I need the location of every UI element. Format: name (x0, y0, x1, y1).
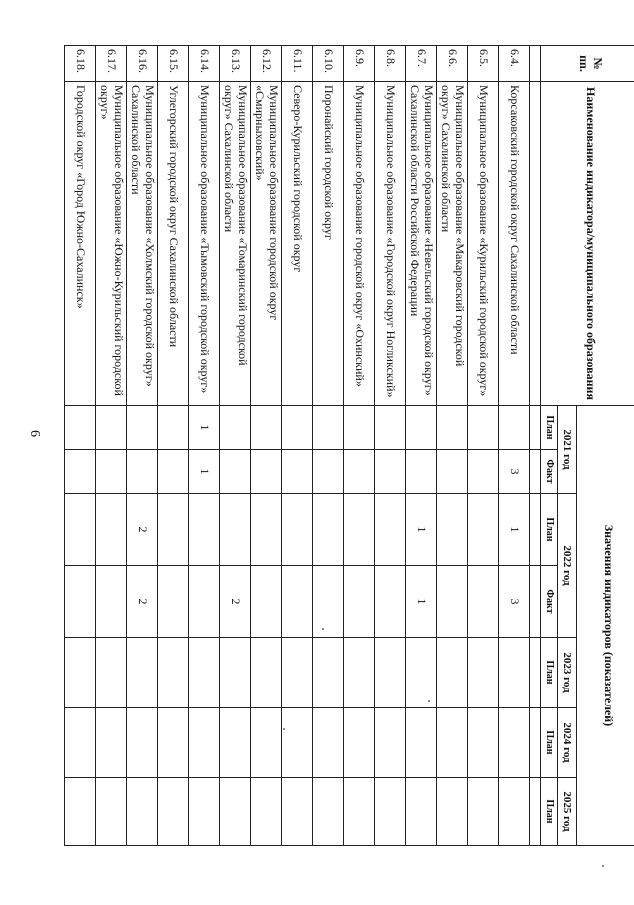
indicator-value (158, 450, 189, 494)
indicator-value (220, 778, 251, 846)
indicator-value (437, 566, 468, 638)
indicator-value: 3 (499, 450, 530, 494)
indicator-value (189, 494, 220, 566)
indicator-value (406, 778, 437, 846)
header-2022-fact: Факт (541, 566, 558, 638)
indicator-value: 2 (220, 566, 251, 638)
table-row (344, 46, 375, 846)
indicator-value (344, 406, 375, 450)
header-year-2024: 2024 год (558, 708, 577, 778)
indicator-value (313, 638, 344, 708)
indicator-value (313, 778, 344, 846)
indicator-value (65, 406, 96, 450)
municipality-name: Муниципальное образование «Невельский городской округ» Сахалинской области Российской Федерации (406, 82, 437, 406)
indicator-value (220, 406, 251, 450)
row-number: 6.7. (406, 46, 437, 82)
table-row (282, 46, 313, 846)
table-row (437, 46, 468, 846)
table-row (127, 46, 158, 846)
indicator-value (282, 566, 313, 638)
indicator-value (468, 566, 499, 638)
table-row (406, 46, 437, 846)
indicator-value (499, 406, 530, 450)
indicator-value (96, 708, 127, 778)
indicator-value (251, 450, 282, 494)
indicator-value (344, 494, 375, 566)
row-number: 6.9. (344, 46, 375, 82)
indicator-value (127, 406, 158, 450)
municipality-name: Муниципальное образование городской округ «Охинский» (344, 82, 375, 406)
header-2025-plan: План (541, 778, 558, 846)
indicator-value (499, 708, 530, 778)
indicator-value: 2 (127, 494, 158, 566)
table-row (158, 46, 189, 846)
indicator-value (127, 638, 158, 708)
indicator-value (344, 708, 375, 778)
indicator-value (189, 566, 220, 638)
indicator-value (468, 638, 499, 708)
indicator-value (127, 778, 158, 846)
indicator-value (344, 566, 375, 638)
indicator-value (344, 638, 375, 708)
indicator-value (158, 778, 189, 846)
indicator-value: 1 (499, 494, 530, 566)
indicator-value: 3 (499, 566, 530, 638)
municipality-name: Корсаковский городской округ Сахалинской области (499, 82, 530, 406)
indicator-value (96, 406, 127, 450)
indicator-value (437, 494, 468, 566)
indicator-value (406, 406, 437, 450)
indicator-value (344, 450, 375, 494)
table-row (189, 46, 220, 846)
indicator-value (189, 708, 220, 778)
header-2021-fact: Факт (541, 450, 558, 494)
indicator-value: 1 (406, 494, 437, 566)
indicator-value (313, 708, 344, 778)
table-row (375, 46, 406, 846)
indicator-value (406, 450, 437, 494)
municipality-name: Муниципальное образование «Макаровский городской округ» Сахалинской области (437, 82, 468, 406)
indicator-value (468, 708, 499, 778)
indicator-value (65, 450, 96, 494)
header-values: Значения индикаторов (показателей) (577, 406, 634, 846)
row-number: 6.14. (189, 46, 220, 82)
indicators-table (64, 45, 634, 846)
municipality-name: Поронайский городской округ (313, 82, 344, 406)
indicators-sheet (73, 45, 634, 845)
row-number: 6.12. (251, 46, 282, 82)
row-number: 6.15. (158, 46, 189, 82)
indicator-value (468, 406, 499, 450)
header-name: Наименование индикатора/муниципального образования (541, 82, 634, 406)
row-number: 6.11. (282, 46, 313, 82)
indicator-value (96, 638, 127, 708)
indicator-value (158, 566, 189, 638)
table-row (499, 46, 530, 846)
row-number: 6.5. (468, 46, 499, 82)
municipality-name: Углегорский городской округ Сахалинской области (158, 82, 189, 406)
indicator-value (468, 778, 499, 846)
indicator-value (437, 708, 468, 778)
indicator-value: 2 (127, 566, 158, 638)
indicator-value: 1 (406, 566, 437, 638)
municipality-name: Муниципальное образование «Южно-Курильский городской округ» (96, 82, 127, 406)
indicator-value (282, 494, 313, 566)
indicator-value (375, 778, 406, 846)
municipality-name: Северо-Курильский городской округ (282, 82, 313, 406)
row-number: 6.17. (96, 46, 127, 82)
row-number: 6.13. (220, 46, 251, 82)
indicator-value (375, 450, 406, 494)
indicator-value (220, 450, 251, 494)
page-number: 6 (27, 430, 42, 437)
scan-speck (322, 628, 324, 630)
indicator-value (468, 450, 499, 494)
indicator-value: 1 (189, 406, 220, 450)
municipality-name: Муниципальное образование «Городской округ Ногликский» (375, 82, 406, 406)
indicator-value (282, 406, 313, 450)
row-number: 6.18. (65, 46, 96, 82)
indicator-value (437, 638, 468, 708)
indicator-value (313, 566, 344, 638)
indicator-value (437, 450, 468, 494)
table-row (468, 46, 499, 846)
municipality-name: Муниципальное образование «Тымовский городской округ» (189, 82, 220, 406)
indicator-value (220, 708, 251, 778)
indicator-value (499, 778, 530, 846)
indicator-value (406, 708, 437, 778)
indicator-value (65, 638, 96, 708)
indicator-value (251, 708, 282, 778)
indicator-value (96, 450, 127, 494)
row-number: 6.6. (437, 46, 468, 82)
header-year-2021: 2021 год (558, 406, 577, 494)
header-2024-plan: План (541, 708, 558, 778)
row-number: 6.10. (313, 46, 344, 82)
header-year-2022: 2022 год (558, 494, 577, 638)
header-2021-plan: План (541, 406, 558, 450)
municipality-name: Муниципальное образование «Курильский городской округ» (468, 82, 499, 406)
table-row (220, 46, 251, 846)
indicator-value (158, 708, 189, 778)
indicator-value (251, 494, 282, 566)
indicator-value (251, 566, 282, 638)
row-number: 6.4. (499, 46, 530, 82)
indicator-value (313, 406, 344, 450)
table-row (65, 46, 96, 846)
indicator-value (375, 708, 406, 778)
indicator-value (220, 638, 251, 708)
indicator-value (220, 494, 251, 566)
table-row (96, 46, 127, 846)
indicator-value (375, 638, 406, 708)
scan-speck (602, 865, 604, 867)
indicator-value (313, 450, 344, 494)
indicator-value (437, 406, 468, 450)
indicator-value (313, 494, 344, 566)
blank-row (530, 46, 541, 846)
table-row (251, 46, 282, 846)
indicator-value (251, 406, 282, 450)
municipality-name: Городской округ «Город Южно-Сахалинск» (65, 82, 96, 406)
municipality-name: Муниципальное образование городской округ «Смирныховский» (251, 82, 282, 406)
table-body (65, 46, 541, 846)
indicator-value (65, 778, 96, 846)
indicator-value (344, 778, 375, 846)
indicator-value (282, 638, 313, 708)
indicator-value (499, 638, 530, 708)
table-row (313, 46, 344, 846)
indicator-value (251, 778, 282, 846)
indicator-value (375, 494, 406, 566)
municipality-name: Муниципальное образование «Томаринский городской округ» Сахалинской области (220, 82, 251, 406)
indicator-value: 1 (189, 450, 220, 494)
header-year-2023: 2023 год (558, 638, 577, 708)
indicator-value (96, 566, 127, 638)
header-2023-plan: План (541, 638, 558, 708)
indicator-value (375, 406, 406, 450)
indicator-value (189, 778, 220, 846)
scan-speck (283, 728, 285, 730)
row-number: 6.8. (375, 46, 406, 82)
indicator-value (96, 778, 127, 846)
header-year-2025: 2025 год (558, 778, 577, 846)
indicator-value (65, 566, 96, 638)
indicator-value (282, 450, 313, 494)
header-2022-plan: План (541, 494, 558, 566)
header-num: № пп. (541, 46, 634, 82)
indicator-value (96, 494, 127, 566)
indicator-value (65, 494, 96, 566)
indicator-value (158, 494, 189, 566)
indicator-value (127, 450, 158, 494)
indicator-value (158, 638, 189, 708)
row-number: 6.16. (127, 46, 158, 82)
indicator-value (158, 406, 189, 450)
indicator-value (251, 638, 282, 708)
indicator-value (189, 638, 220, 708)
scan-speck (428, 700, 430, 702)
indicator-value (282, 778, 313, 846)
indicator-value (468, 494, 499, 566)
indicator-value (437, 778, 468, 846)
indicator-value (375, 566, 406, 638)
indicator-value (127, 708, 158, 778)
indicator-value (65, 708, 96, 778)
indicator-value (406, 638, 437, 708)
municipality-name: Муниципальное образование «Холмский городской округ» Сахалинской области (127, 82, 158, 406)
indicator-value (282, 708, 313, 778)
